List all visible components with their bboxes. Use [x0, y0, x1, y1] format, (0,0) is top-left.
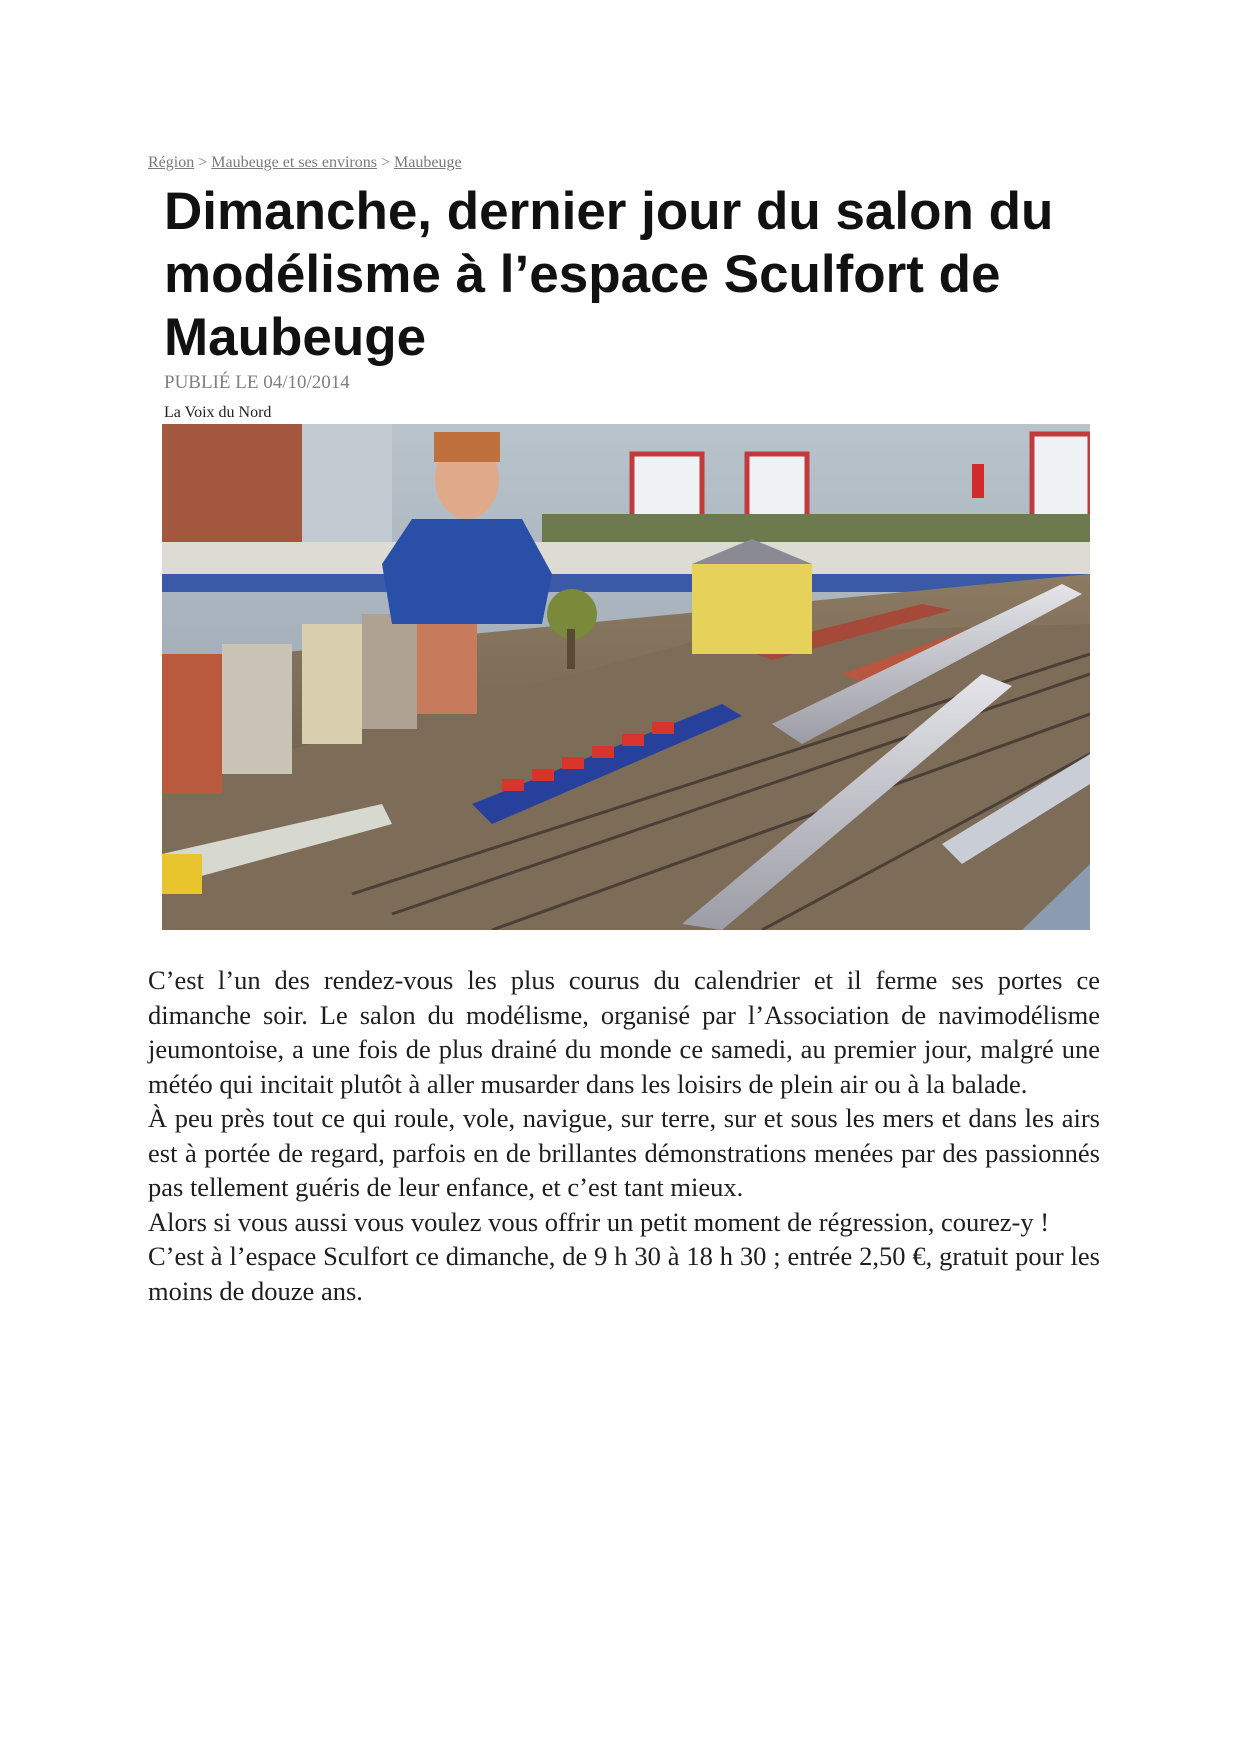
article-paragraph: C’est à l’espace Sculfort ce dimanche, de 9 h 30 à 18 h 30 ; entrée 2,50 €, gratuit pour les moins de douze ans.: [148, 1241, 1100, 1306]
published-label: PUBLIÉ LE: [164, 372, 259, 393]
published-date: 04/10/2014: [263, 372, 350, 393]
breadcrumb-link-maubeuge[interactable]: Maubeuge: [394, 154, 462, 171]
article-paragraph: C’est l’un des rendez-vous les plus courus du calendrier et il ferme ses portes ce dimanche soir. Le salon du modélisme, organisé par l’Association de navimodélisme jeumontoise, a une fois de plus drainé du monde ce samedi, au premier jour, malgré une météo qui incitait plutôt à aller musarder dans les loisirs de plein air ou à la balade.: [148, 965, 1100, 1099]
article-title: Dimanche, dernier jour du salon du modélisme à l’espace Sculfort de Maubeuge: [164, 182, 1054, 367]
breadcrumb-link-region[interactable]: Région: [148, 154, 195, 171]
article-paragraph: Alors si vous aussi vous voulez vous offrir un petit moment de régression, courez-y !: [148, 1206, 1050, 1237]
breadcrumb-link-maubeuge-environs[interactable]: Maubeuge et ses environs: [211, 154, 377, 171]
breadcrumb: [148, 154, 462, 172]
breadcrumb-separator: >: [198, 154, 208, 171]
article-paragraph: À peu près tout ce qui roule, vole, navigue, sur terre, sur et sous les mers et dans les airs est à portée de regard, parfois en de brillantes démonstrations menées par des passionnés pas tellement guéris de leur enfance, et c’est tant mieux.: [148, 1103, 1100, 1202]
article-body: [148, 963, 1100, 1308]
model-railway-photo: [162, 424, 1090, 930]
breadcrumb-separator: >: [380, 154, 391, 171]
article-source: La Voix du Nord: [164, 404, 272, 421]
publication-info: [164, 372, 350, 394]
